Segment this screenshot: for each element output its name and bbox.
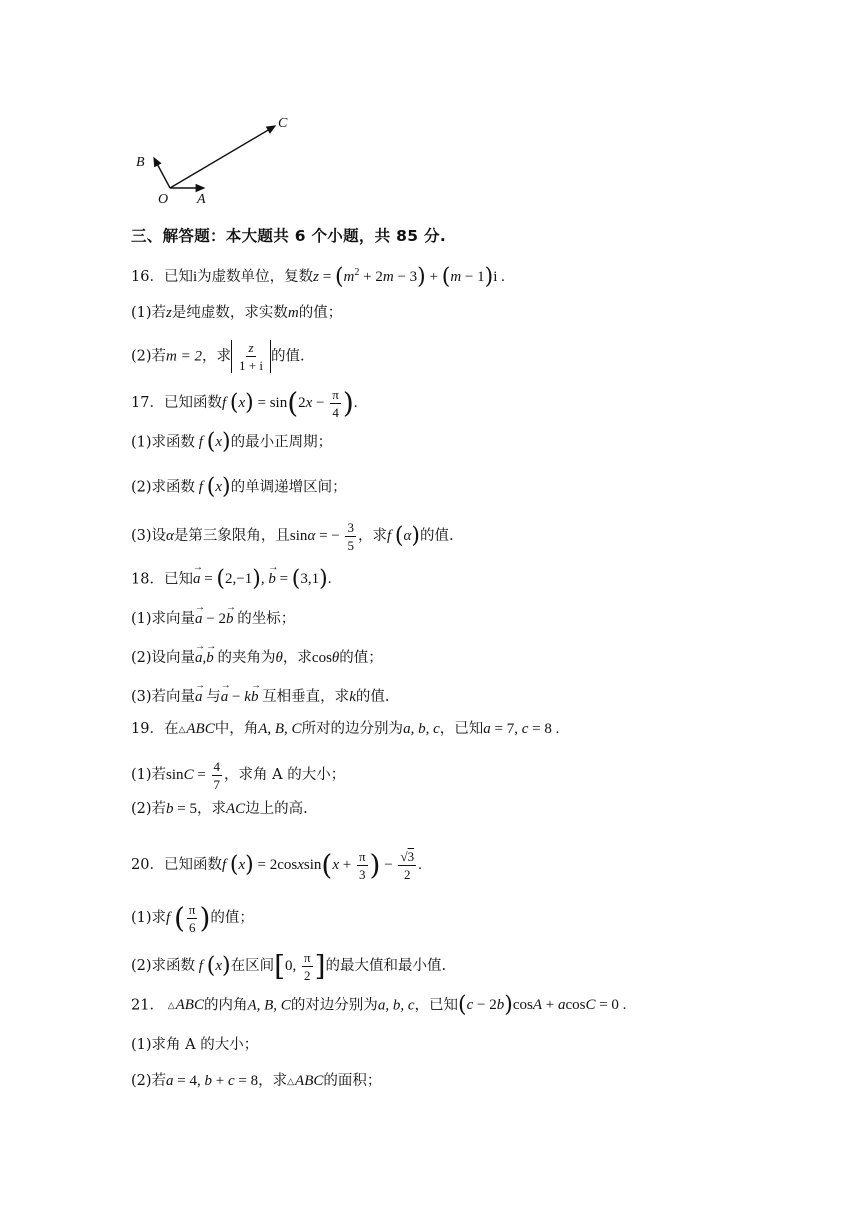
q18-part3-prefix: (3)若向量	[131, 689, 196, 705]
q21-part2-suffix: 的面积；	[323, 1073, 382, 1089]
q18-a-b: → a,→ b	[195, 650, 218, 666]
q16-complex-z: $z = (m^2 + 2m - 3) + (m - 1)i$ .	[313, 264, 505, 290]
q21-triangle: △ABC	[167, 997, 204, 1014]
q18-part1-prefix: (1)求向量	[131, 611, 196, 627]
q20-stem	[131, 849, 422, 882]
q17-part3-mid: 是第三象限角，且	[173, 527, 290, 544]
q20-number: 20．	[131, 856, 164, 873]
q18-stem-prefix: 已知	[163, 571, 193, 588]
q18-a-minus-2b: → a − 2→ b	[195, 611, 237, 627]
q17-part3-prefix: (3)设	[131, 527, 167, 544]
q18-part2-mid: 的夹角为	[217, 650, 276, 666]
q16-abs-expr: $\frac{z}{1 + i}$	[231, 340, 271, 373]
q16-stem	[131, 263, 505, 289]
section-title: 三、解答题：本大题共 6 个小题，共 85 分.	[131, 227, 447, 245]
q17-part1-suffix: 的最小正周期；	[230, 434, 333, 451]
label-a: A	[197, 192, 206, 207]
q16-part1-mid: 是纯虚数，求实数	[171, 305, 288, 321]
q18-part2	[131, 648, 383, 668]
q17-number: 17．	[131, 394, 164, 411]
q19-angles: A, B, C	[258, 721, 302, 737]
q21-angles: A, B, C	[247, 997, 291, 1014]
q17-part2-prefix: (2)求函数	[131, 479, 196, 496]
q20-stem-prefix: 已知函数	[163, 856, 222, 873]
q18-part1	[131, 609, 295, 629]
q17-stem	[131, 387, 358, 420]
q21-sides: a, b, c	[377, 997, 415, 1014]
q21-stem	[131, 995, 626, 1017]
q18-part2-prefix: (2)设向量	[131, 650, 196, 666]
q17-part3-suffix: 的值.	[419, 527, 454, 544]
q17-part1-fx: f (x)	[198, 430, 231, 455]
q20-part2-mid: 在区间	[230, 957, 275, 974]
q16-part1-suffix: 的值；	[298, 305, 343, 321]
q18-part1-suffix: 的坐标；	[237, 611, 296, 627]
q18-vectors: → a = (2,−1), → b = (3,1).	[193, 571, 332, 587]
label-b: B	[136, 155, 145, 170]
q19-sides: a, b, c	[403, 721, 440, 737]
q17-part2-suffix: 的单调递增区间；	[230, 479, 347, 496]
q17-part3	[131, 520, 454, 553]
q21-stem-mid3: ，已知	[414, 997, 458, 1014]
q20-f-pi6: f ( $\frac{\pi}{6}$ )	[166, 901, 211, 935]
q19-sinC: sinC = $\frac{4}{7}$	[166, 759, 221, 792]
q18-a-minus-kb: → a − k→ b	[221, 689, 262, 705]
label-o: O	[158, 192, 169, 207]
q19-part2-suffix: 边上的高.	[245, 801, 308, 817]
q16-part1-z: z	[166, 305, 172, 321]
q18-part3-suffix: 的值.	[355, 689, 390, 705]
q21-stem-mid: 的内角	[203, 997, 248, 1014]
q19-part2-prefix: (2)若	[131, 801, 167, 817]
q21-part2-prefix: (2)若	[131, 1073, 167, 1089]
q16-stem-prefix: 已知	[163, 269, 193, 285]
q20-interval: [0, $\frac{\pi}{2}$ ]	[274, 949, 326, 983]
q21-stem-mid2: 的对边分别为	[290, 997, 378, 1014]
q20-part2-fx: f (x)	[198, 953, 231, 979]
q19-part1	[131, 759, 345, 792]
label-c: C	[278, 116, 288, 131]
q21-triangle2: △ABC	[287, 1073, 324, 1089]
q17-part1	[131, 432, 332, 454]
q18-a: → a	[195, 689, 206, 705]
q20-part2-prefix: (2)求函数	[131, 957, 196, 974]
q17-function: f (x) = sin(2x − $\frac{\pi}{4}$ ).	[221, 386, 358, 420]
q18-stem	[131, 569, 331, 591]
q21-cond: a = 4, b + c = 8	[166, 1073, 259, 1089]
q16-number: 16．	[131, 269, 164, 285]
q21-given: (c − 2b)cosA + acosC = 0 .	[457, 993, 627, 1018]
q17-sin-alpha: sinα = − $\frac{3}{5}$	[289, 520, 354, 553]
vector-figure	[120, 100, 320, 210]
q19-part2-mid: ，求	[197, 801, 227, 817]
q19-stem-prefix: 在	[163, 721, 179, 737]
q19-number: 19．	[131, 721, 164, 737]
q20-function: f (x) = 2cosxsin(x + $\frac{\pi}{3}$ ) − $\frac{√3}{2}$ .	[221, 848, 422, 882]
q21-part1: (1)求角 A 的大小；	[131, 1037, 259, 1053]
q19-stem-mid: 中，角	[214, 721, 259, 737]
q16-part2-suffix: 的值.	[270, 348, 305, 365]
q17-part2	[131, 477, 347, 499]
q16-part2-prefix: (2)若	[131, 348, 167, 365]
q17-alpha: α	[166, 527, 174, 544]
q20-part1	[131, 902, 254, 935]
q16-part2-cond: m = 2	[166, 348, 203, 365]
q19-given: a = 7, c = 8 .	[483, 721, 560, 737]
q20-part1-prefix: (1)求	[131, 909, 167, 926]
q18-cos-theta: cosθ	[311, 650, 340, 666]
q21-part2	[131, 1071, 381, 1091]
q19-ac: AC	[226, 801, 246, 817]
q20-part2	[131, 950, 446, 983]
q18-part2-mid2: ，求	[282, 650, 312, 666]
q16-part1	[131, 303, 342, 323]
q17-part3-mid2: ，求	[357, 527, 387, 544]
q19-stem-mid2: 所对的边分别为	[301, 721, 404, 737]
q21-part2-mid: ，求	[258, 1073, 288, 1089]
q17-part2-fx: f (x)	[198, 475, 231, 500]
q18-theta: θ	[275, 650, 283, 666]
q16-imag-unit: i	[192, 269, 198, 285]
q19-triangle: △ABC	[178, 721, 215, 737]
q16-part2	[131, 340, 305, 373]
vector-diagram	[120, 100, 320, 210]
q19-part2	[131, 799, 308, 819]
q20-part1-suffix: 的值；	[210, 909, 254, 926]
q21-number: 21．	[131, 997, 164, 1014]
q19-stem-mid3: ，已知	[439, 721, 484, 737]
vector-ob	[154, 158, 170, 188]
q17-part1-prefix: (1)求函数	[131, 434, 196, 451]
q18-k: k	[349, 689, 356, 705]
q18-part3-mid: 与	[206, 689, 221, 705]
q16-part2-mid: ，求	[202, 348, 232, 365]
q19-part1-suffix: ，求角 A 的大小；	[224, 766, 346, 783]
q18-number: 18．	[131, 571, 164, 588]
q18-part3	[131, 687, 389, 707]
q19-part1-prefix: (1)若	[131, 766, 167, 783]
q17-f-alpha: f (α)	[386, 523, 420, 549]
q19-stem	[131, 719, 559, 739]
q20-part2-suffix: 的最大值和最小值.	[325, 957, 447, 974]
vector-oc	[170, 126, 275, 188]
q16-part1-m: m	[287, 305, 299, 321]
q18-part2-suffix: 的值；	[339, 650, 383, 666]
q17-stem-prefix: 已知函数	[163, 394, 222, 411]
q18-part3-mid2: 互相垂直，求	[262, 689, 350, 705]
q19-b: b = 5	[166, 801, 198, 817]
q16-stem-mid: 为虚数单位，复数	[197, 269, 314, 285]
q16-part1-prefix: (1)若	[131, 305, 167, 321]
